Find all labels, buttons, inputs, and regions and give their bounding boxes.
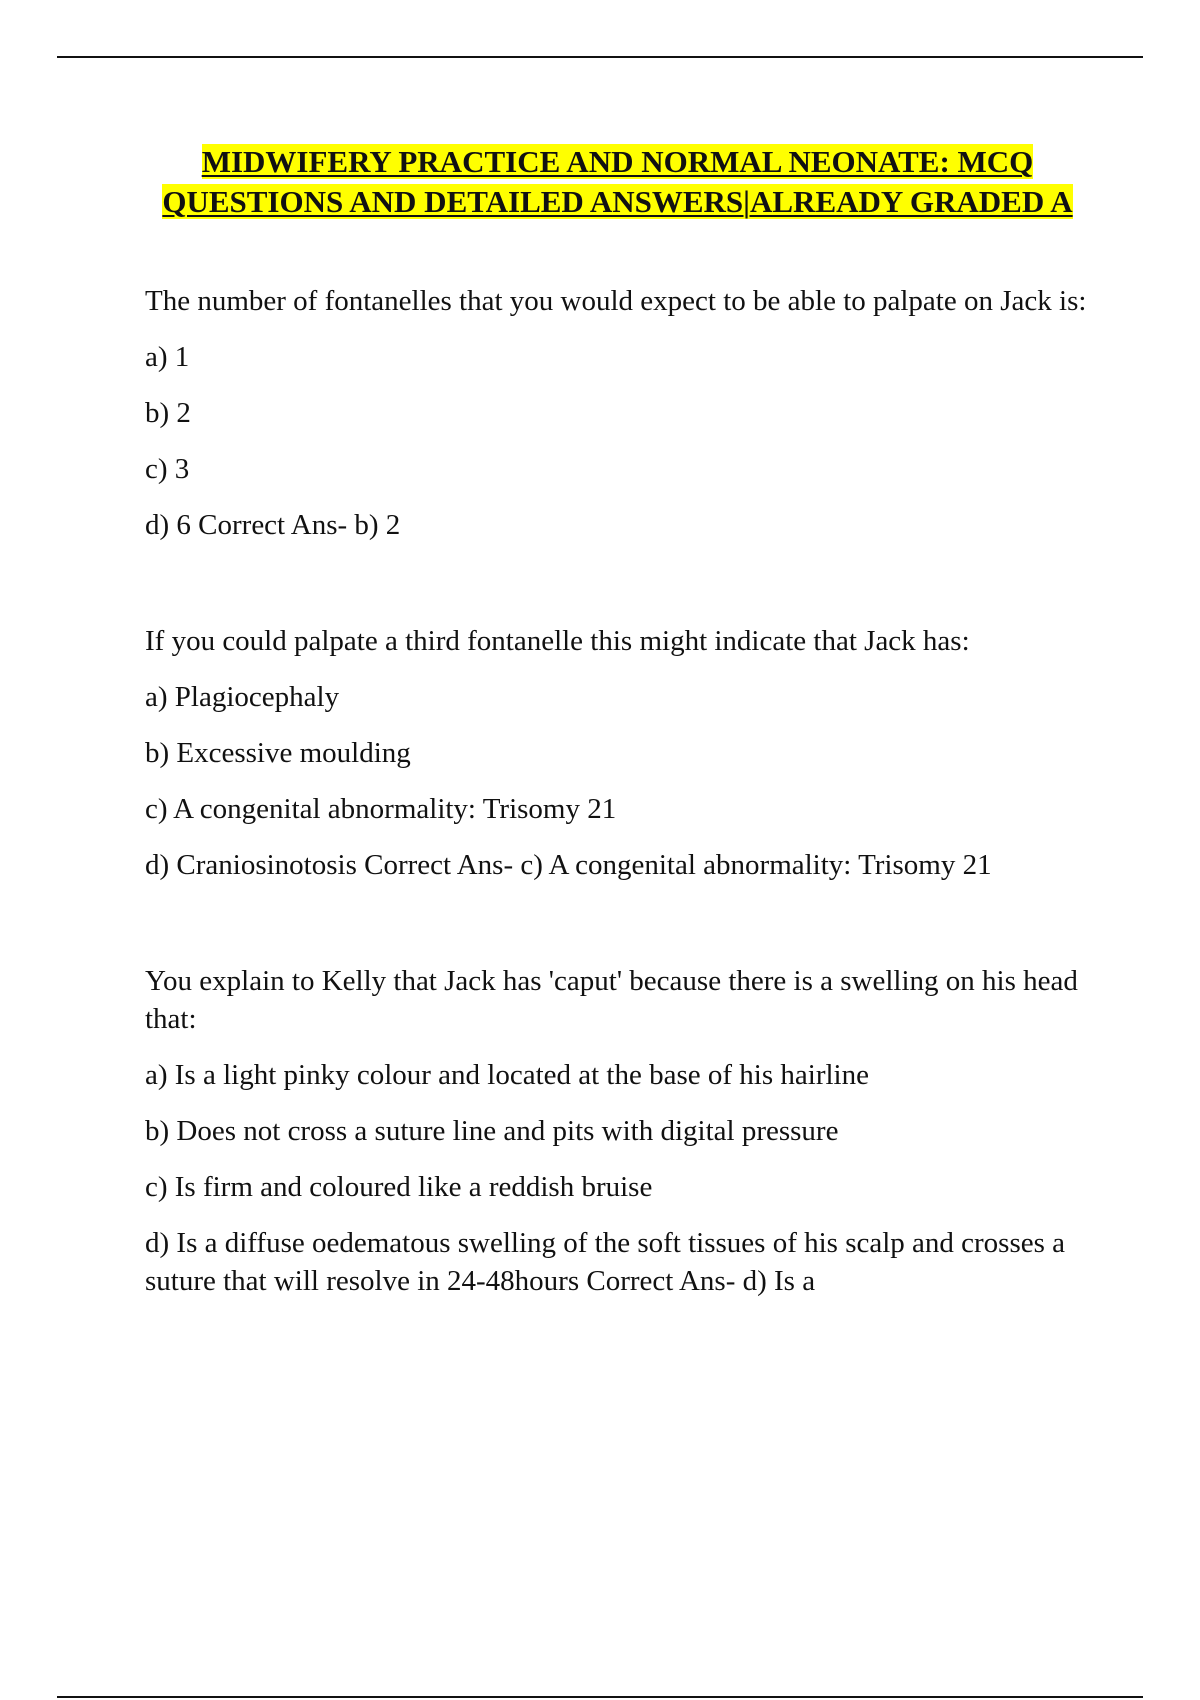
- question-3-option-a: a) Is a light pinky colour and located at the base of his hairline: [145, 1059, 869, 1091]
- document-body: [145, 282, 1095, 1318]
- question-1-option-d-answer: d) 6 Correct Ans- b) 2: [145, 509, 401, 541]
- question-3-text: You explain to Kelly that Jack has 'caput' because there is a swelling on his head that:: [145, 965, 1078, 1035]
- question-2-option-c: c) A congenital abnormality: Trisomy 21: [145, 793, 617, 825]
- question-3-option-b: b) Does not cross a suture line and pits with digital pressure: [145, 1115, 839, 1147]
- question-1-text: The number of fontanelles that you would expect to be able to palpate on Jack is:: [145, 285, 1087, 317]
- document-title: [140, 142, 1095, 221]
- question-2-text: If you could palpate a third fontanelle this might indicate that Jack has:: [145, 625, 970, 657]
- header-rule: [57, 56, 1143, 58]
- question-1-option-a: a) 1: [145, 341, 190, 373]
- question-2-option-d-answer: d) Craniosinotosis Correct Ans- c) A congenital abnormality: Trisomy 21: [145, 849, 992, 881]
- question-2-option-a: a) Plagiocephaly: [145, 681, 340, 713]
- footer-rule: [57, 1696, 1143, 1698]
- question-1-option-b: b) 2: [145, 397, 191, 429]
- document-title-text: MIDWIFERY PRACTICE AND NORMAL NEONATE: MCQ QUESTIONS AND DETAILED ANSWERS|ALREADY GRADED A: [162, 144, 1073, 219]
- question-3-option-d-answer: d) Is a diffuse oedematous swelling of the soft tissues of his scalp and crosses a suture that will resolve in 24-48hours Correct Ans- d) Is a: [145, 1227, 1066, 1297]
- question-2-option-b: b) Excessive moulding: [145, 737, 411, 769]
- question-3-option-c: c) Is firm and coloured like a reddish bruise: [145, 1171, 653, 1203]
- question-1-option-c: c) 3: [145, 453, 190, 485]
